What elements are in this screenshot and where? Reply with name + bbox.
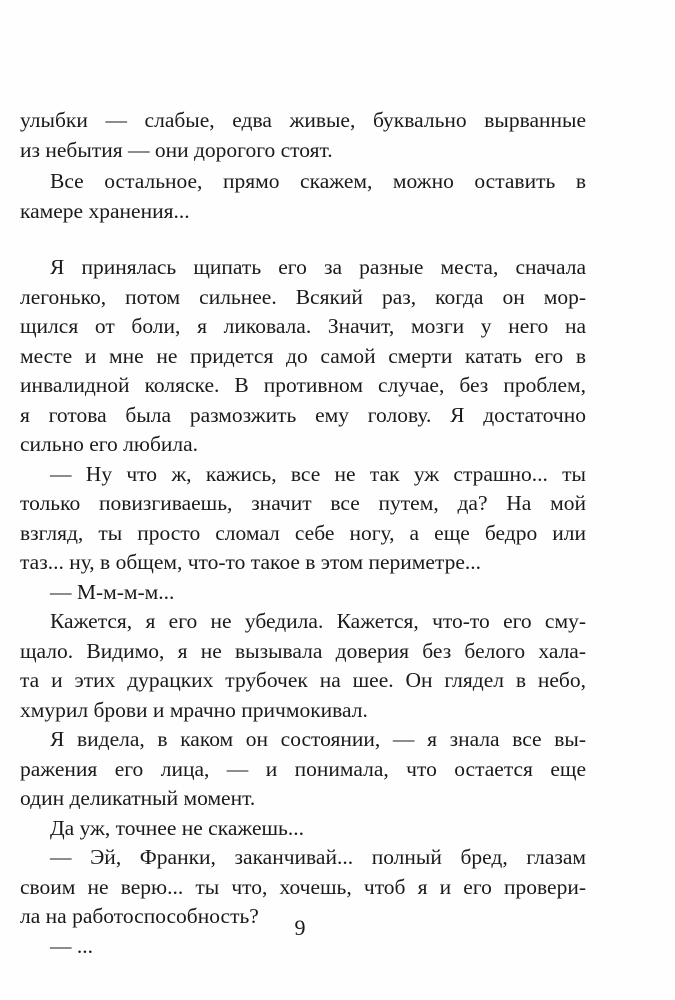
text-line: камере хранения... bbox=[20, 198, 190, 223]
text-line: — ... bbox=[50, 933, 93, 958]
text-line: улыбки — слабые, едва живые, буквально вырванные bbox=[20, 108, 586, 132]
paragraph bbox=[20, 253, 586, 460]
text-line: Я принялась щипать его за разные места, сначала bbox=[50, 255, 586, 279]
text-line: инвалидной коляске. В противном случае, без проблем, bbox=[20, 373, 586, 397]
paragraph bbox=[20, 167, 586, 226]
text-line: та и этих дурацких трубочек на шее. Он глядел в небо, bbox=[20, 668, 586, 692]
text-line: ла на работоспособность? bbox=[20, 904, 259, 928]
text-line: один деликатный момент. bbox=[20, 786, 256, 810]
text-line: Да уж, точнее не скажешь... bbox=[50, 815, 304, 840]
text-line: Кажется, я его не убедила. Кажется, что-то его сму- bbox=[50, 609, 586, 633]
text-line: Все остальное, прямо скажем, можно оставить в bbox=[50, 169, 586, 193]
body-text bbox=[20, 106, 586, 961]
text-line: — Эй, Франки, заканчивай... полный бред, глазам bbox=[50, 845, 586, 869]
paragraph bbox=[20, 607, 586, 725]
page-number: 9 bbox=[294, 915, 306, 940]
section-break bbox=[20, 226, 586, 253]
text-line: таз... ну, в общем, что-то такое в этом периметре... bbox=[20, 550, 481, 574]
paragraph bbox=[20, 460, 586, 578]
paragraph bbox=[20, 106, 586, 165]
paragraph bbox=[20, 578, 586, 608]
text-line: щало. Видимо, я не вызывала доверия без белого хала- bbox=[20, 638, 586, 663]
text-line: сильно его любила. bbox=[20, 432, 199, 456]
text-line: я готова была размозжить ему голову. Я достаточно bbox=[20, 402, 586, 427]
text-line: легонько, потом сильнее. Всякий раз, когда он мор- bbox=[20, 284, 586, 309]
text-line: Я видела, в каком он состоянии, — я знала все вы- bbox=[50, 727, 586, 751]
text-line: только повизгиваешь, значит все путем, да? На мой bbox=[20, 491, 586, 515]
text-line: своим не верю... ты что, хочешь, чтоб я и его провери- bbox=[20, 874, 586, 899]
text-line: месте и мне не придется до самой смерти катать его в bbox=[20, 343, 586, 368]
text-line: хмурил брови и мрачно причмокивал. bbox=[20, 697, 368, 722]
text-line: щился от боли, я ликовала. Значит, мозги у него на bbox=[20, 314, 586, 338]
paragraph bbox=[20, 814, 586, 844]
text-line: — Ну что ж, кажись, все не так уж страшно... ты bbox=[50, 461, 586, 486]
text-line: из небытия — они дорогого стоят. bbox=[20, 137, 333, 162]
text-line: — М-м-м-м... bbox=[50, 579, 175, 604]
text-line: ражения его лица, — и понимала, что остается еще bbox=[20, 756, 586, 781]
paragraph bbox=[20, 725, 586, 814]
text-line: взгляд, ты просто сломал себе ногу, а еще бедро или bbox=[20, 520, 586, 545]
